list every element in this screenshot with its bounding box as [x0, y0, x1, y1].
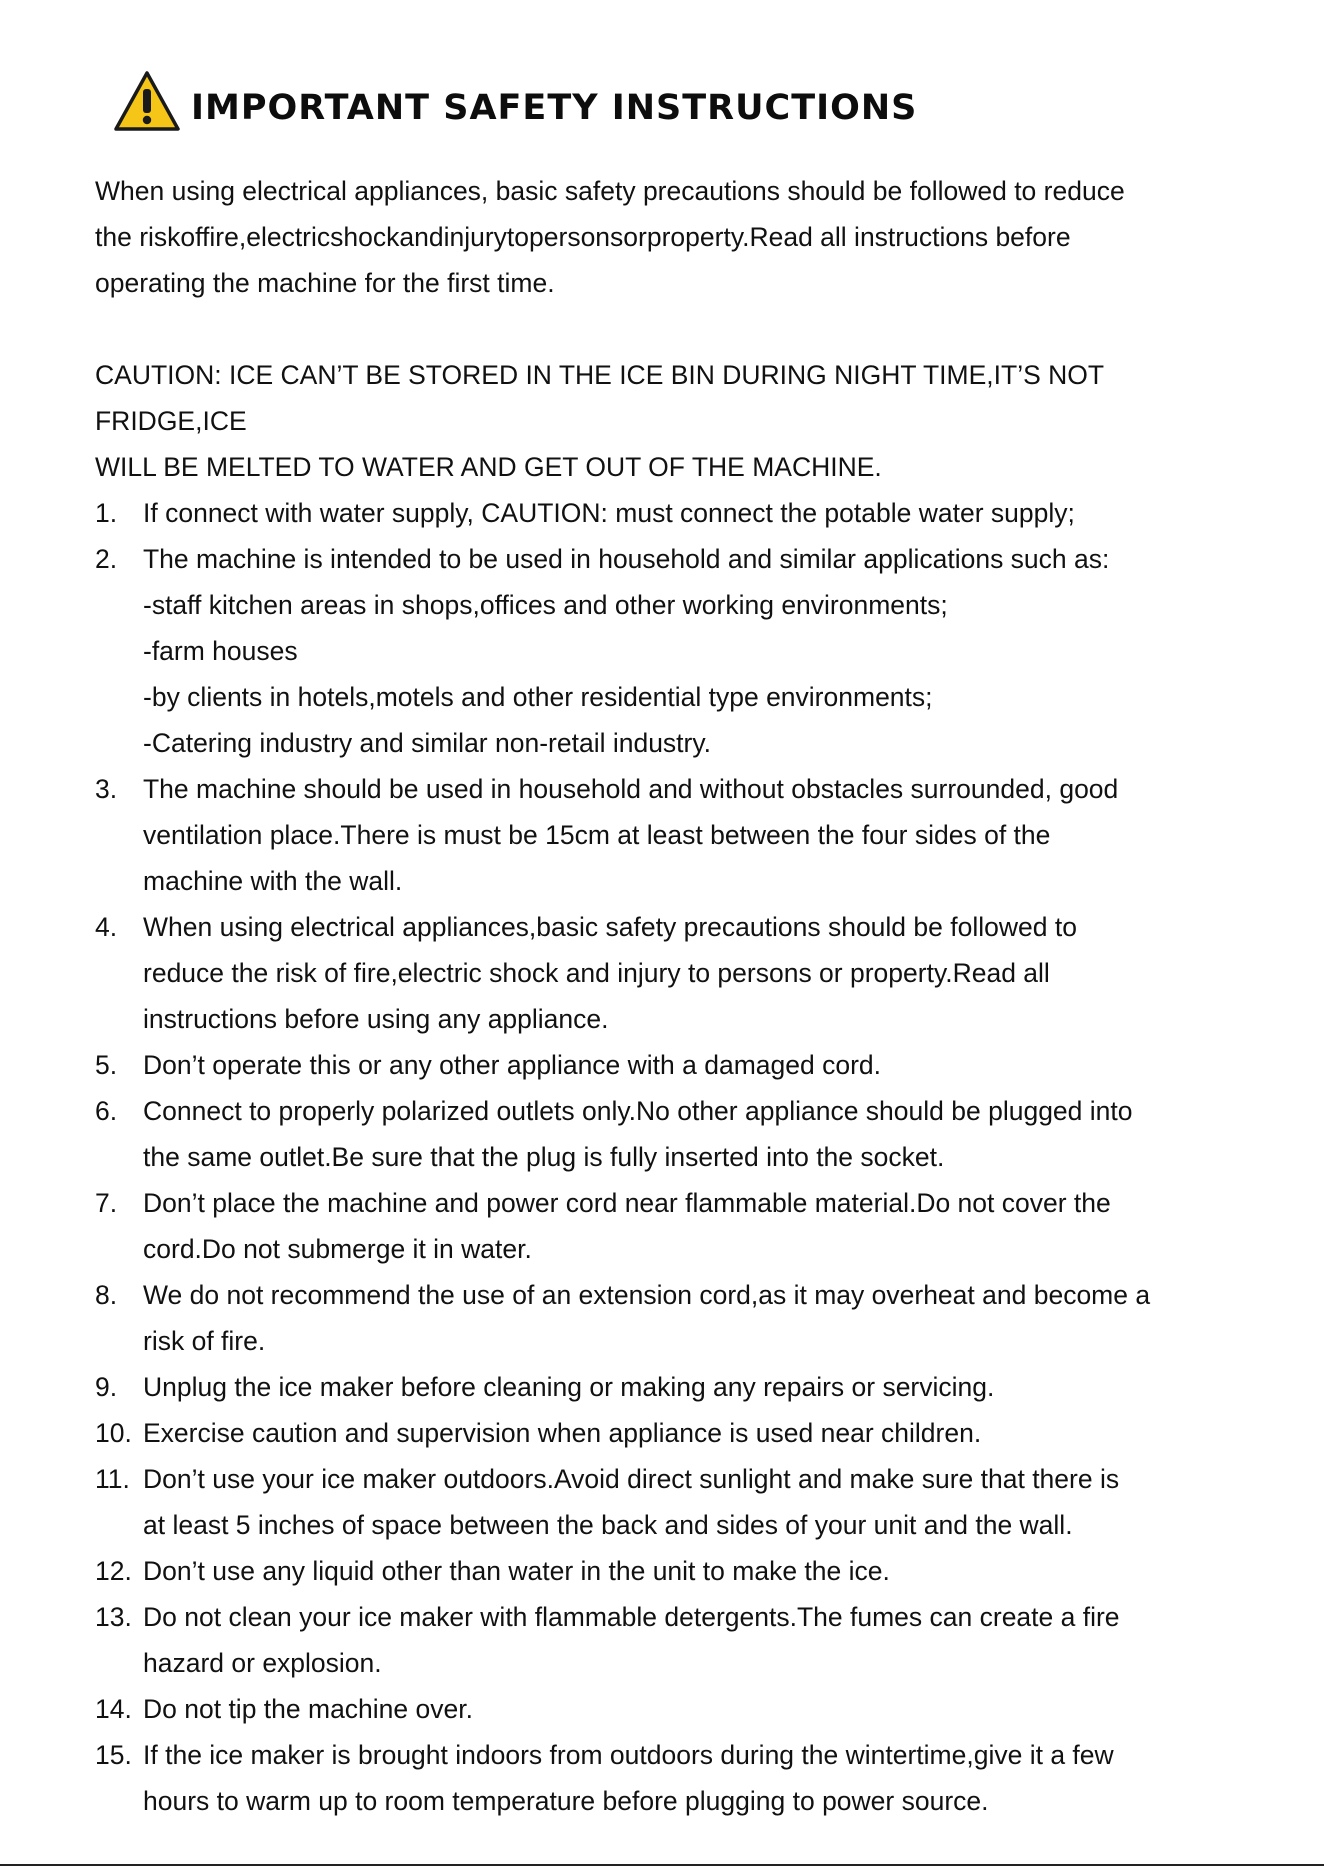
- list-item-number: 6.: [95, 1096, 118, 1126]
- bottom-divider: [0, 1864, 1324, 1866]
- intro-line: the riskoffire,electricshockandinjurytopersonsorproperty.Read all instructions before: [95, 222, 1071, 252]
- list-item-line: When using electrical appliances,basic safety precautions should be followed to: [143, 912, 1077, 942]
- list-item-line: Connect to properly polarized outlets only.No other appliance should be plugged into: [143, 1096, 1133, 1126]
- list-item: [95, 766, 1245, 904]
- list-item-line: The machine is intended to be used in household and similar applications such as:: [143, 544, 1110, 574]
- safety-header: [113, 70, 917, 132]
- list-item: [95, 536, 1245, 766]
- list-item-line: risk of fire.: [143, 1326, 266, 1356]
- instruction-list: [95, 490, 1245, 1824]
- list-item-line: Don’t place the machine and power cord near flammable material.Do not cover the: [143, 1188, 1111, 1218]
- list-item: [95, 1548, 1245, 1594]
- warning-triangle-icon: [113, 70, 181, 132]
- list-item: [95, 1410, 1245, 1456]
- list-item-line: ventilation place.There is must be 15cm at least between the four sides of the: [143, 820, 1051, 850]
- list-item-number: 2.: [95, 544, 118, 574]
- list-item-line: hazard or explosion.: [143, 1648, 382, 1678]
- list-item: [95, 1364, 1245, 1410]
- list-item: [95, 1594, 1245, 1686]
- list-item: [95, 904, 1245, 1042]
- list-item-line: Unplug the ice maker before cleaning or making any repairs or servicing.: [143, 1372, 995, 1402]
- list-item-number: 10.: [95, 1418, 132, 1448]
- list-item: [95, 1180, 1245, 1272]
- intro-paragraph: [95, 168, 1245, 306]
- list-item: [95, 1686, 1245, 1732]
- list-item-number: 9.: [95, 1372, 118, 1402]
- list-item-line: If connect with water supply, CAUTION: must connect the potable water supply;: [143, 498, 1075, 528]
- caution-paragraph: [95, 352, 1245, 490]
- list-item: [95, 1088, 1245, 1180]
- list-item-line: instructions before using any appliance.: [143, 1004, 609, 1034]
- list-item-line: -staff kitchen areas in shops,offices and other working environments;: [143, 590, 948, 620]
- list-item-number: 11.: [95, 1464, 130, 1494]
- list-item-number: 14.: [95, 1694, 132, 1724]
- list-item-number: 1.: [95, 498, 118, 528]
- list-item-number: 4.: [95, 912, 118, 942]
- list-item-line: Don’t operate this or any other appliance with a damaged cord.: [143, 1050, 882, 1080]
- list-item-line: the same outlet.Be sure that the plug is fully inserted into the socket.: [143, 1142, 945, 1172]
- list-item-line: -Catering industry and similar non-retail industry.: [143, 728, 712, 758]
- list-item-line: hours to warm up to room temperature before plugging to power source.: [143, 1786, 989, 1816]
- list-item: [95, 1272, 1245, 1364]
- list-item: [95, 1042, 1245, 1088]
- list-item-number: 8.: [95, 1280, 118, 1310]
- list-item: [95, 1456, 1245, 1548]
- list-item-number: 15.: [95, 1740, 132, 1770]
- page-title: IMPORTANT SAFETY INSTRUCTIONS: [191, 88, 918, 128]
- list-item: [95, 1732, 1245, 1824]
- list-item: [95, 490, 1245, 536]
- list-item-line: Do not tip the machine over.: [143, 1694, 473, 1724]
- list-item-line: Don’t use your ice maker outdoors.Avoid direct sunlight and make sure that there is: [143, 1464, 1120, 1494]
- list-item-number: 7.: [95, 1188, 118, 1218]
- list-item-line: Exercise caution and supervision when appliance is used near children.: [143, 1418, 982, 1448]
- list-item-line: machine with the wall.: [143, 866, 403, 896]
- intro-line: operating the machine for the first time.: [95, 268, 555, 298]
- list-item-line: cord.Do not submerge it in water.: [143, 1234, 532, 1264]
- list-item-line: Don’t use any liquid other than water in the unit to make the ice.: [143, 1556, 890, 1586]
- caution-line: CAUTION: ICE CAN’T BE STORED IN THE ICE BIN DURING NIGHT TIME,IT’S NOT FRIDGE,ICE: [95, 360, 1104, 436]
- list-item-line: We do not recommend the use of an extension cord,as it may overheat and become a: [143, 1280, 1151, 1310]
- caution-line: WILL BE MELTED TO WATER AND GET OUT OF THE MACHINE.: [95, 452, 882, 482]
- list-item-number: 3.: [95, 774, 118, 804]
- list-item-line: The machine should be used in household and without obstacles surrounded, good: [143, 774, 1119, 804]
- list-item-number: 13.: [95, 1602, 132, 1632]
- list-item-line: at least 5 inches of space between the back and sides of your unit and the wall.: [143, 1510, 1073, 1540]
- list-item-line: Do not clean your ice maker with flammable detergents.The fumes can create a fire: [143, 1602, 1120, 1632]
- intro-line: When using electrical appliances, basic safety precautions should be followed to reduce: [95, 176, 1125, 206]
- list-item-line: -by clients in hotels,motels and other residential type environments;: [143, 682, 933, 712]
- list-item-line: If the ice maker is brought indoors from outdoors during the wintertime,give it a few: [143, 1740, 1114, 1770]
- list-item-number: 5.: [95, 1050, 118, 1080]
- list-item-line: -farm houses: [143, 636, 298, 666]
- list-item-line: reduce the risk of fire,electric shock and injury to persons or property.Read all: [143, 958, 1050, 988]
- list-item-number: 12.: [95, 1556, 132, 1586]
